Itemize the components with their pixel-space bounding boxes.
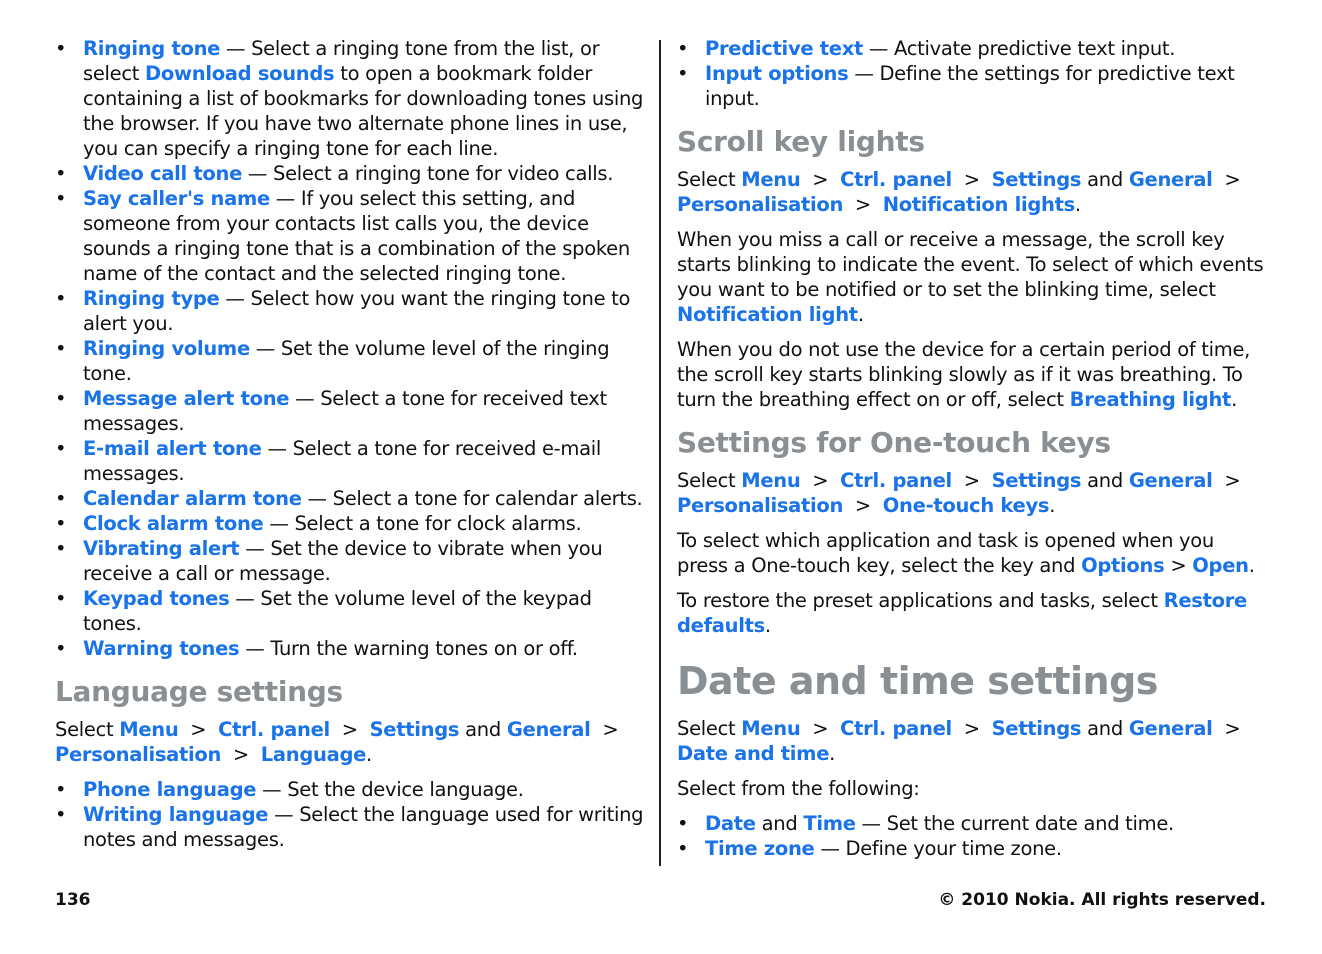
right-column [677,36,1269,873]
say-callers-name-link[interactable]: Say caller's name [83,187,270,210]
list-item: • Input options — Define the settings for predictive text input. [677,61,1269,111]
page-number: 136 [55,890,91,910]
scroll-key-lights-heading: Scroll key lights [677,125,925,158]
settings-link[interactable]: Settings [991,469,1082,492]
time-link[interactable]: Time [803,812,856,835]
language-settings-heading: Language settings [55,675,343,708]
one-touch-keys-link[interactable]: One-touch keys [882,494,1050,517]
phone-language-link[interactable]: Phone language [83,778,257,801]
list-item: • Ringing tone — Select a ringing tone from the list, or select Download sounds to open a bookmark folder containing a list of bookmarks for downloading tones using the browser. If you have two alternate phone lines in use, you can specify a ringing tone for each line. [55,36,647,161]
time-zone-link[interactable]: Time zone [705,837,815,860]
calendar-alarm-tone-link[interactable]: Calendar alarm tone [83,487,302,510]
ctrl-panel-link[interactable]: Ctrl. panel [840,717,952,740]
date-and-time-link[interactable]: Date and time [677,742,830,765]
writing-language-link[interactable]: Writing language [83,803,269,826]
notification-lights-link[interactable]: Notification lights [882,193,1075,216]
ctrl-panel-link[interactable]: Ctrl. panel [840,469,952,492]
scroll-path: Select Menu > Ctrl. panel > Settings and General > Personalisation > Notification lights. [677,168,1241,216]
list-item: • Vibrating alert — Set the device to vibrate when you receive a call or message. [55,536,647,586]
date-link[interactable]: Date [705,812,756,835]
list-item: • Ringing type — Select how you want the ringing tone to alert you. [55,286,647,336]
video-call-tone-link[interactable]: Video call tone [83,162,243,185]
language-link[interactable]: Language [260,743,367,766]
one-touch-paragraph-2: To restore the preset applications and tasks, select Restore defaults. [677,589,1247,637]
download-sounds-link[interactable]: Download sounds [145,62,335,85]
one-touch-path: Select Menu > Ctrl. panel > Settings and General > Personalisation > One-touch keys. [677,469,1241,517]
vibrating-alert-link[interactable]: Vibrating alert [83,537,240,560]
options-link[interactable]: Options [1081,554,1165,577]
list-item: • Predictive text — Activate predictive text input. [677,36,1269,61]
keypad-tones-link[interactable]: Keypad tones [83,587,230,610]
list-item: • Clock alarm tone — Select a tone for clock alarms. [55,511,647,536]
list-item: • Time zone — Define your time zone. [677,836,1269,861]
restore-defaults-link[interactable]: Restore defaults [677,589,1247,637]
general-link[interactable]: General [1128,469,1213,492]
input-options-link[interactable]: Input options [705,62,849,85]
list-item: • Writing language — Select the language used for writing notes and messages. [55,802,647,852]
list-item: • Video call tone — Select a ringing tone for video calls. [55,161,647,186]
language-path: Select Menu > Ctrl. panel > Settings and General > Personalisation > Language. [55,718,619,766]
predictive-text-link[interactable]: Predictive text [705,37,864,60]
one-touch-keys-heading: Settings for One-touch keys [677,426,1111,459]
date-time-settings-heading: Date and time settings [677,659,1158,703]
list-item: • Phone language — Set the device language. [55,777,647,802]
ringing-tone-link[interactable]: Ringing tone [83,37,221,60]
menu-link[interactable]: Menu [741,168,801,191]
list-item: • Say caller's name — If you select this setting, and someone from your contacts list calls you, the device sounds a ringing tone that is a combination of the spoken name of the contact and the selected ringing tone. [55,186,647,286]
menu-link[interactable]: Menu [119,718,179,741]
list-item: • Warning tones — Turn the warning tones on or off. [55,636,647,661]
ctrl-panel-link[interactable]: Ctrl. panel [840,168,952,191]
ringing-settings-list [55,36,647,661]
date-time-intro: Select from the following: [677,777,920,800]
settings-link[interactable]: Settings [369,718,460,741]
column-divider [659,40,661,866]
date-time-path: Select Menu > Ctrl. panel > Settings and General > Date and time. [677,717,1241,765]
personalisation-link[interactable]: Personalisation [677,193,844,216]
ctrl-panel-link[interactable]: Ctrl. panel [218,718,330,741]
general-link[interactable]: General [1128,717,1213,740]
left-column [55,36,647,864]
date-time-list [677,811,1269,861]
general-link[interactable]: General [506,718,591,741]
list-item: • E-mail alert tone — Select a tone for received e-mail messages. [55,436,647,486]
list-item: • Calendar alarm tone — Select a tone for calendar alerts. [55,486,647,511]
list-item: • Message alert tone — Select a tone for received text messages. [55,386,647,436]
general-link[interactable]: General [1128,168,1213,191]
warning-tones-link[interactable]: Warning tones [83,637,240,660]
copyright-notice: © 2010 Nokia. All rights reserved. [938,890,1266,910]
list-item: • Date and Time — Set the current date and time. [677,811,1269,836]
ringing-volume-link[interactable]: Ringing volume [83,337,250,360]
settings-link[interactable]: Settings [991,168,1082,191]
email-alert-tone-link[interactable]: E-mail alert tone [83,437,262,460]
settings-link[interactable]: Settings [991,717,1082,740]
scroll-paragraph-2: When you do not use the device for a certain period of time, the scroll key starts blinking slowly as if it was breathing. To turn the breathing effect on or off, select Breathing light. [677,338,1251,411]
message-alert-tone-link[interactable]: Message alert tone [83,387,290,410]
clock-alarm-tone-link[interactable]: Clock alarm tone [83,512,264,535]
one-touch-paragraph-1: To select which application and task is opened when you press a One-touch key, select the key and Options > Open. [677,529,1255,577]
breathing-light-link[interactable]: Breathing light [1069,388,1232,411]
open-link[interactable]: Open [1192,554,1249,577]
list-item: • Keypad tones — Set the volume level of the keypad tones. [55,586,647,636]
language-settings-list [55,777,647,852]
ringing-type-link[interactable]: Ringing type [83,287,220,310]
personalisation-link[interactable]: Personalisation [677,494,844,517]
menu-link[interactable]: Menu [741,717,801,740]
list-item: • Ringing volume — Set the volume level of the ringing tone. [55,336,647,386]
personalisation-link[interactable]: Personalisation [55,743,222,766]
menu-link[interactable]: Menu [741,469,801,492]
predictive-text-list [677,36,1269,111]
scroll-paragraph-1: When you miss a call or receive a message, the scroll key starts blinking to indicate the event. To select of which events you want to be notified or to set the blinking time, select Notification light. [677,228,1264,326]
notification-light-link[interactable]: Notification light [677,303,858,326]
